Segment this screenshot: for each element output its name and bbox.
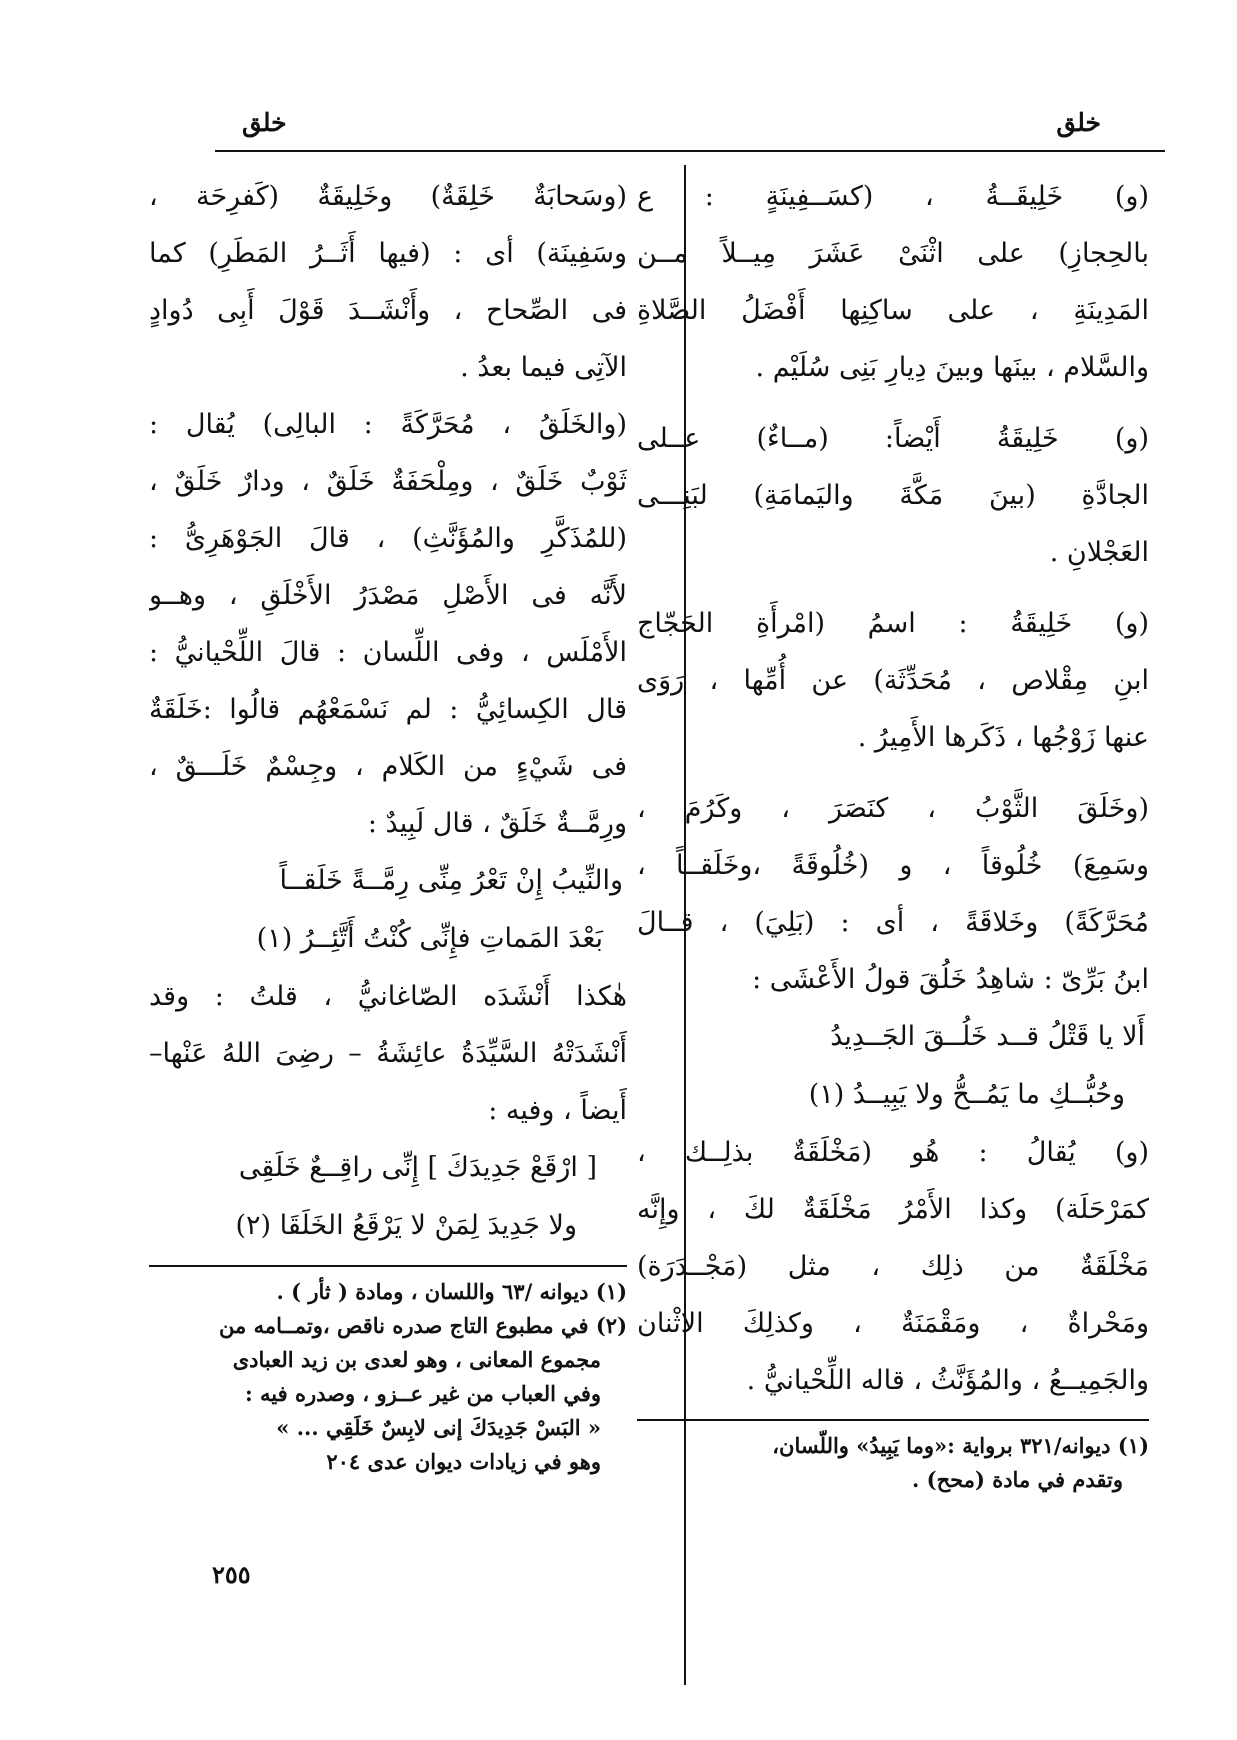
verse-line: أَلا يا قَتْلُ قــد خَلُــقَ الجَــدِيدُ bbox=[830, 1021, 1145, 1052]
footnote: وتقدم في مادة (محح) . bbox=[912, 1467, 1123, 1492]
text-line: أَيضاً ، وفيه : bbox=[488, 1095, 627, 1126]
text-line: الجادَّةِ (بينَ مَكَّةَ واليَمامَةِ) لبَنِـــى bbox=[637, 480, 1149, 511]
footnote-rule bbox=[637, 1419, 1149, 1421]
text-line: (و) يُقالُ : هُو (مَخْلَقَةٌ بذلِــك ، bbox=[637, 1137, 1149, 1168]
text-line: وسَفِينَة) أى : (فيها أَثَــرُ المَطَرِ) كما bbox=[149, 238, 627, 269]
verse-line: [ ارْقَعْ جَدِيدَكَ ] إِنِّى راقِــعٌ خَلَقِى bbox=[238, 1152, 597, 1183]
text-line: ابنُ بَرِّىّ : شاهِدُ خَلُقَ قولُ الأَعْشَى : bbox=[752, 964, 1149, 995]
text-line: بالحِجازِ) على اثْنَىْ عَشَرَ مِيــلاً مــن bbox=[637, 238, 1149, 269]
footnote: (٢) في مطبوع التاج صدره ناقص ،وتمــامه من bbox=[219, 1313, 627, 1338]
page-number: ٢٥٥ bbox=[212, 1560, 251, 1589]
text-line: والسَّلام ، بينَها وبينَ دِيارِ بَنِى سُلَيْم . bbox=[755, 352, 1149, 383]
text-line: الأَمْلَس ، وفى اللِّسان : قالَ اللِّحْيانيُّ : bbox=[149, 637, 627, 668]
text-line: ابنِ مِقْلاص ، مُحَدِّثَة) عن أُمِّها ، رَوَى bbox=[637, 665, 1149, 696]
footnote: مجموع المعانى ، وهو لعدى بن زيد العبادى bbox=[232, 1347, 601, 1372]
text-line: ورِمَّــةٌ خَلَقٌ ، قال لَبِيدٌ : bbox=[367, 808, 627, 839]
running-header-left: خلق bbox=[242, 108, 287, 137]
right-column bbox=[637, 168, 1149, 1497]
header-rule bbox=[215, 150, 1165, 152]
text-line: (وسَحابَةٌ خَلِقَةٌ) وخَلِيقَةٌ (كَفرِحَة ، bbox=[149, 181, 627, 212]
text-line: (و) خَلِيقَةُ : اسمُ (امْرأَةِ الحَجّاج bbox=[637, 608, 1149, 639]
text-line: قال الكِسائِيُّ : لم نَسْمَعْهُم قالُوا :خَلَقَةٌ bbox=[149, 694, 627, 725]
text-line: ومَحْراةٌ ، ومَقْمَنَةٌ ، وكذلِكَ الاثْنان bbox=[637, 1308, 1149, 1339]
footnote: « البَسْ جَدِيدَكَ إنى لابِسٌ خَلَقِي ... » bbox=[276, 1415, 601, 1440]
text-line: (و) خَلِيقَةُ أَيْضاً: (مــاءٌ) عــلى bbox=[637, 423, 1149, 454]
left-column bbox=[149, 168, 627, 1479]
text-line: (والخَلَقُ ، مُحَرَّكَةً : البالِى) يُقال : bbox=[149, 409, 627, 440]
text-line: وسَمِعَ) خُلُوقاً ، و (خُلُوقَةً ،وخَلَقــاً ، bbox=[637, 850, 1149, 881]
text-line: (للمُذَكَّرِ والمُؤَنَّثِ) ، قالَ الجَوْهَرِىُّ : bbox=[149, 523, 627, 554]
text-line: العَجْلانِ . bbox=[1049, 537, 1149, 568]
footnote: وهو في زيادات ديوان عدى ٢٠٤ bbox=[326, 1449, 601, 1474]
footnote: وفي العباب من غير عــزو ، وصدره فيه : bbox=[244, 1381, 601, 1406]
text-line: الآتِى فيما بعدُ . bbox=[460, 352, 627, 383]
text-line: مَخْلَقَةٌ من ذلِك ، مثل (مَجْــدَرَة) bbox=[637, 1251, 1149, 1282]
verse-line: وحُبُّــكِ ما يَمُــحُّ ولا يَبِيــدُ (١) bbox=[808, 1079, 1125, 1110]
text-line: ثَوْبٌ خَلَقٌ ، ومِلْحَفَةٌ خَلَقٌ ، ودارٌ خَلَقٌ ، bbox=[149, 466, 627, 497]
verse-line: بَعْدَ المَماتِ فإِنِّى كُنْتُ أَتَّئِــرُ (١) bbox=[256, 923, 603, 954]
text-line: عنها زَوْجُها ، ذَكَرها الأَمِيرُ . bbox=[857, 722, 1149, 753]
verse-line: ولا جَدِيدَ لِمَنْ لا يَرْقَعُ الخَلَقَا (٢) bbox=[235, 1210, 577, 1241]
text-line: لأَنَّه فى الأَصْلِ مَصْدَرُ الأَخْلَقِ ، وهــو bbox=[149, 580, 627, 611]
footnote: (١) ديوانه/٣٢١ برواية :«وما يَبِيدُ» واللّسان، bbox=[772, 1433, 1149, 1458]
text-line: فى الصِّحاح ، وأَنْشَــدَ قَوْلَ أَبِى دُوادٍ bbox=[149, 295, 627, 326]
text-line: والجَمِيــعُ ، والمُؤَنَّثُ ، قاله اللِّحْيانيُّ . bbox=[746, 1365, 1149, 1396]
text-line: كمَرْحَلَة) وكذا الأَمْرُ مَخْلَقَةٌ لكَ ، وإِنَّه bbox=[637, 1194, 1149, 1225]
text-line: أَنْشَدَتْهُ السَّيِّدَةُ عائِشَةُ – رضِىَ اللهُ عَنْها– bbox=[149, 1038, 627, 1069]
verse-line: والنِّيبُ إِنْ تَعْرُ مِنِّى رِمَّــةً خَلَقــاً bbox=[279, 865, 623, 896]
text-line: (وخَلَقَ الثَّوْبُ ، كنَصَرَ ، وكَرُمَ ، bbox=[637, 793, 1149, 824]
text-line: مُحَرَّكَةً) وخَلاقَةً ، أى : (بَلِيَ) ، قــالَ bbox=[637, 907, 1149, 938]
text-line: هٰكذا أَنْشَدَه الصّاغانيُّ ، قلتُ : وقد bbox=[149, 981, 627, 1012]
footnote: (١) ديوانه /٦٣ واللسان ، ومادة ( ثأر ) . bbox=[276, 1279, 627, 1304]
text-line: (و) خَلِيقَــةُ ، (كسَــفِينَةٍ : ع bbox=[637, 181, 1149, 212]
text-line: فى شَيْءٍ من الكَلام ، وجِسْمٌ خَلَـــقٌ ، bbox=[149, 751, 627, 782]
text-line: المَدِينَةِ ، على ساكِنِها أَفْضَلُ الصَّلاةِ bbox=[637, 295, 1149, 326]
running-header-right: خلق bbox=[1056, 108, 1101, 137]
footnote-rule bbox=[149, 1265, 627, 1267]
